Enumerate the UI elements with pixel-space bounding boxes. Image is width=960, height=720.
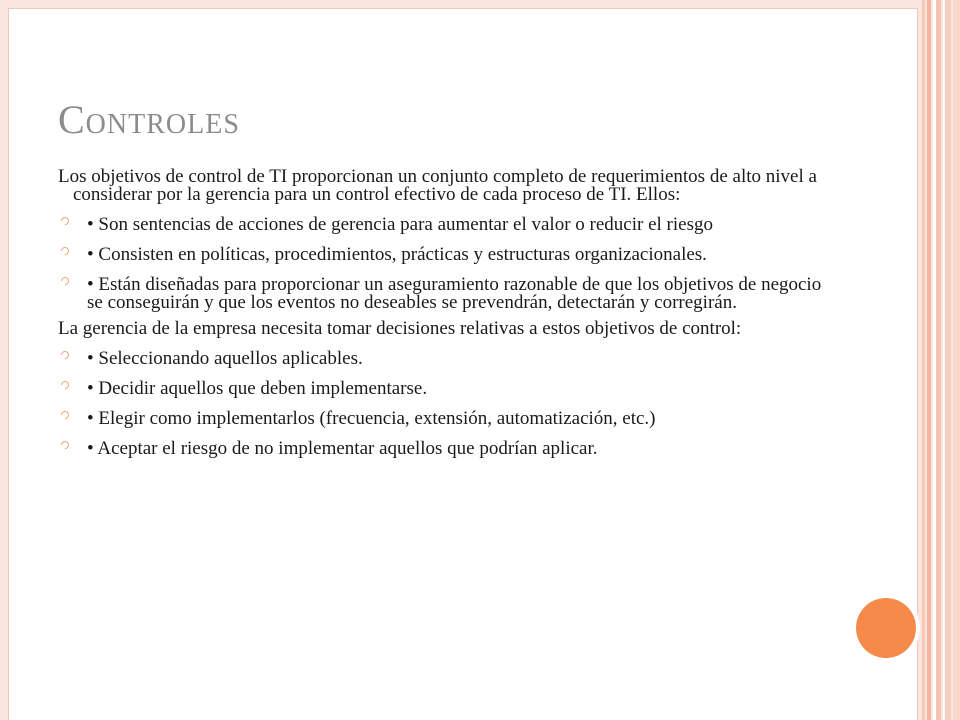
paragraph [58, 168, 838, 204]
bullet-item [58, 246, 838, 264]
circle-bullet-icon [59, 215, 70, 226]
bullet-item [58, 440, 838, 458]
bullet-text: • Consisten en políticas, procedimientos, prácticas y estructuras organizacionales. [87, 244, 707, 265]
bullet-item [58, 276, 838, 312]
decorative-stripe [922, 0, 925, 720]
decorative-stripe [927, 0, 931, 720]
paragraph [58, 320, 838, 338]
bullet-text: • Elegir como implementarlos (frecuencia, extensión, automatización, etc.) [87, 408, 656, 429]
orange-circle [856, 598, 916, 658]
circle-bullet-icon [59, 409, 70, 420]
slide-body [58, 168, 838, 470]
bullet-item [58, 380, 838, 398]
decorative-stripe [945, 0, 951, 720]
circle-bullet-icon [59, 439, 70, 450]
circle-bullet-icon [59, 245, 70, 256]
decorative-stripe [953, 0, 960, 720]
paragraph-text: La gerencia de la empresa necesita tomar decisiones relativas a estos objetivos de control: [58, 318, 742, 339]
paragraph-text: Los objetivos de control de TI proporcionan un conjunto completo de requerimientos de alto nivel a considerar por la gerencia para un control efectivo de cada proceso de TI. Ellos: [58, 166, 817, 205]
bullet-text: • Seleccionando aquellos aplicables. [87, 348, 363, 369]
circle-bullet-icon [59, 275, 70, 286]
bullet-text: • Aceptar el riesgo de no implementar aquellos que podrían aplicar. [87, 438, 598, 459]
circle-bullet-icon [59, 379, 70, 390]
bullet-text: • Decidir aquellos que deben implementarse. [87, 378, 428, 399]
slide-title: Controles [58, 97, 240, 142]
circle-bullet-icon [59, 349, 70, 360]
bullet-item [58, 216, 838, 234]
bullet-text: • Son sentencias de acciones de gerencia para aumentar el valor o reducir el riesgo [87, 214, 713, 235]
bullet-text: • Están diseñadas para proporcionar un aseguramiento razonable de que los objetivos de negocio se conseguirán y que los eventos no deseables se prevendrán, detectarán y corregirán. [87, 274, 822, 313]
bullet-item [58, 410, 838, 428]
decorative-stripe [936, 0, 941, 720]
bullet-item [58, 350, 838, 368]
